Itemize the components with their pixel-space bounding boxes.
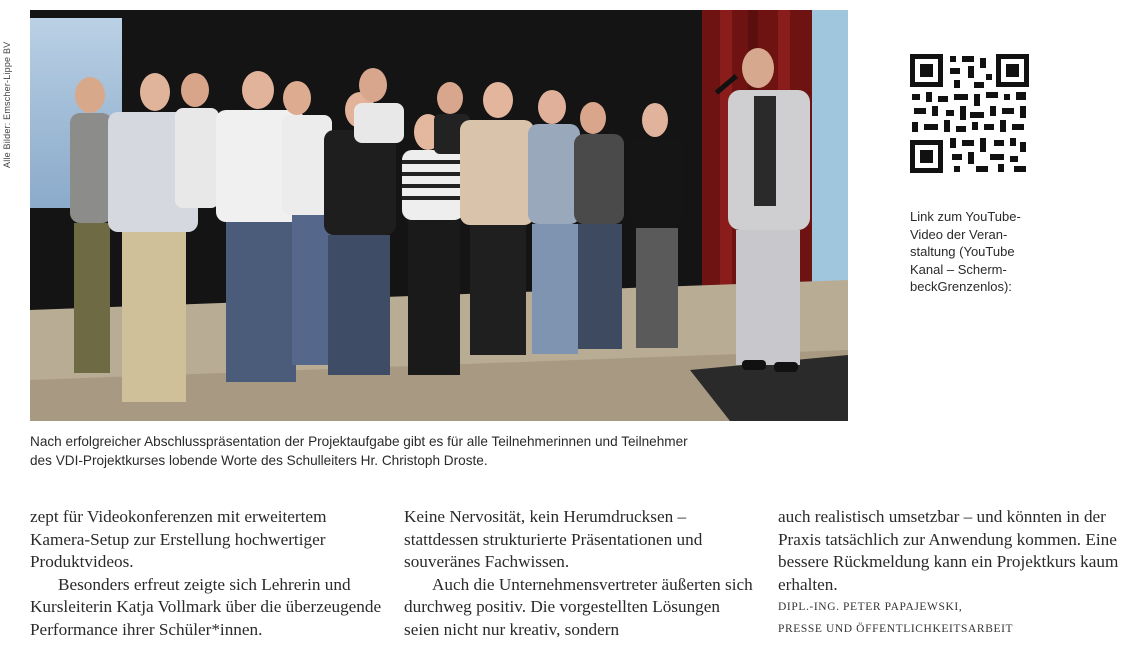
article-column-3: [778, 506, 1130, 640]
qr-label-line-2: Video der Veran-: [910, 226, 1008, 242]
caption-line-1: Nach erfolgreicher Abschlusspräsentation der Projektaufgabe gibt es für alle Teilnehmerinnen und Teilnehmer: [30, 434, 688, 449]
column-2-paragraph-2: Auch die Unternehmensvertreter äußerten sich durchweg positiv. Die vorgestellten Lösungen seien nicht nur kreativ, sondern: [404, 574, 753, 639]
qr-code-icon: [910, 54, 1029, 173]
qr-label-line-3: staltung (YouTube: [910, 244, 1015, 259]
group-photo: [30, 10, 848, 421]
column-3-paragraph-1: auch realistisch umsetzbar – und könnten in der Praxis tatsächlich zur Anwendung kommen. Eine bessere Rückmeldung kann ein Projektkurs kaum erhalten.: [778, 507, 1119, 594]
column-1-paragraph-1: zept für Videokonferenzen mit erweitertem Kamera-Setup zur Erstellung hochwertiger Produktvideos.: [30, 507, 327, 572]
article-column-1: [30, 506, 382, 642]
article-column-2: [404, 506, 756, 642]
column-2-paragraph-1: Keine Nervosität, kein Herumdrucksen – stattdessen strukturierte Präsentationen und souveränes Fachwissen.: [404, 507, 703, 572]
author-name: DIPL.-ING. PETER PAPAJEWSKI,: [778, 601, 963, 614]
group-photo-illustration: [30, 10, 848, 421]
photo-credit: Alle Bilder: Emscher-Lippe BV: [2, 41, 12, 168]
column-1-paragraph-2: Besonders erfreut zeigte sich Lehrerin und Kursleiterin Katja Vollmark über die überzeugende Performance ihrer Schüler*innen.: [30, 574, 382, 639]
qr-label-line-4: Kanal – Scherm-: [910, 261, 1007, 277]
qr-code[interactable]: [910, 54, 1029, 173]
qr-label-line-5: beckGrenzenlos):: [910, 279, 1012, 294]
author-role: PRESSE UND ÖFFENTLICHKEITSARBEIT: [778, 623, 1014, 636]
qr-code-label: [910, 208, 1060, 296]
caption-line-2: des VDI-Projektkurses lobende Worte des Schulleiters Hr. Christoph Droste.: [30, 453, 488, 468]
qr-label-line-1: Link zum YouTube-: [910, 209, 1021, 224]
photo-caption: [30, 432, 860, 470]
